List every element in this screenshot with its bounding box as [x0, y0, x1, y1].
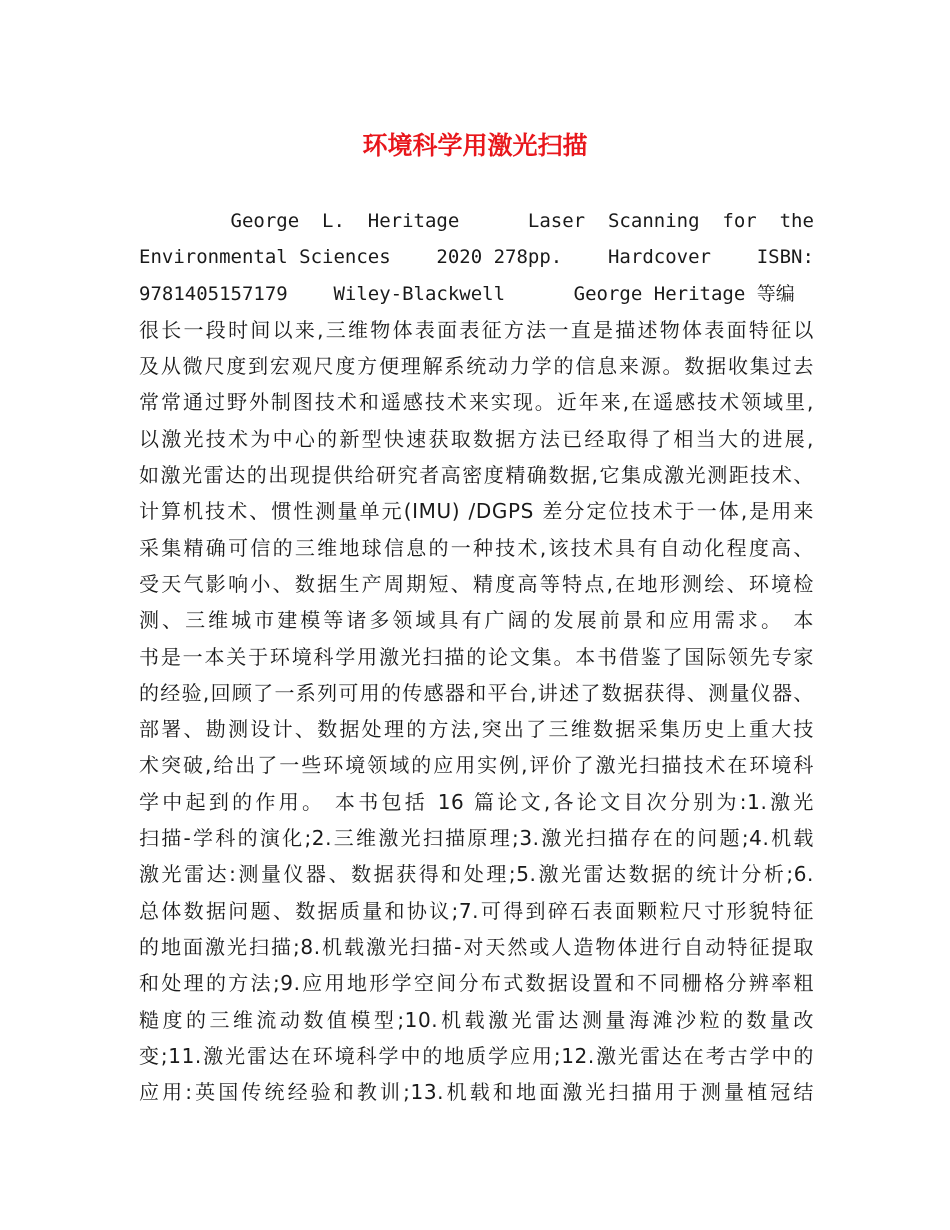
body-line: 测、三维城市建模等诸多领域具有广阔的发展前景和应用需求。 本 — [139, 608, 814, 633]
body-line: 的经验,回顾了一系列可用的传感器和平台,讲述了数据获得、测量仪器、 — [139, 680, 814, 705]
body-line: 受天气影响小、数据生产周期短、精度高等特点,在地形测绘、环境检 — [139, 571, 814, 596]
body-line: 部署、勘测设计、数据处理的方法,突出了三维数据采集历史上重大技 — [139, 717, 814, 742]
body-line: 9781405157179 Wiley-Blackwell George Heritage 等编 — [139, 282, 795, 305]
document-body — [139, 203, 814, 1110]
body-line: 常常通过野外制图技术和遥感技术来实现。近年来,在遥感技术领域里, — [139, 390, 814, 415]
body-line: 总体数据问题、数据质量和协议;7.可得到碎石表面颗粒尺寸形貌特征 — [139, 898, 814, 923]
body-line: 应用:英国传统经验和教训;13.机载和地面激光扫描用于测量植冠结 — [139, 1080, 814, 1105]
body-line: 学中起到的作用。 本书包括 16 篇论文,各论文目次分别为:1.激光 — [139, 789, 814, 814]
body-line: 糙度的三维流动数值模型;10.机载激光雷达测量海滩沙粒的数量改 — [139, 1007, 814, 1032]
body-line: Environmental Sciences 2020 278pp. Hardcover ISBN: — [139, 246, 814, 269]
body-line: 计算机技术、惯性测量单元(IMU) /DGPS 差分定位技术于一体,是用来 — [139, 499, 814, 524]
body-line: 采集精确可信的三维地球信息的一种技术,该技术具有自动化程度高、 — [139, 535, 814, 560]
body-line: 及从微尺度到宏观尺度方便理解系统动力学的信息来源。数据收集过去 — [139, 354, 814, 379]
body-line: George L. Heritage Laser Scanning for the — [139, 210, 814, 232]
document-title: 环境科学用激光扫描 — [362, 131, 588, 160]
body-line: 术突破,给出了一些环境领域的应用实例,评价了激光扫描技术在环境科 — [139, 753, 814, 778]
body-line: 和处理的方法;9.应用地形学空间分布式数据设置和不同栅格分辨率粗 — [139, 971, 814, 996]
body-line: 以激光技术为中心的新型快速获取数据方法已经取得了相当大的进展, — [139, 426, 814, 451]
body-line: 的地面激光扫描;8.机载激光扫描-对天然或人造物体进行自动特征提取 — [139, 934, 814, 959]
body-line: 很长一段时间以来,三维物体表面表征方法一直是描述物体表面特征以 — [139, 317, 814, 342]
body-line: 如激光雷达的出现提供给研究者高密度精确数据,它集成激光测距技术、 — [139, 463, 814, 488]
body-line: 扫描-学科的演化;2.三维激光扫描原理;3.激光扫描存在的问题;4.机载 — [139, 826, 814, 851]
body-line: 书是一本关于环境科学用激光扫描的论文集。本书借鉴了国际领先专家 — [139, 644, 814, 669]
body-line: 变;11.激光雷达在环境科学中的地质学应用;12.激光雷达在考古学中的 — [139, 1043, 814, 1068]
body-line: 激光雷达:测量仪器、数据获得和处理;5.激光雷达数据的统计分析;6. — [139, 862, 814, 887]
